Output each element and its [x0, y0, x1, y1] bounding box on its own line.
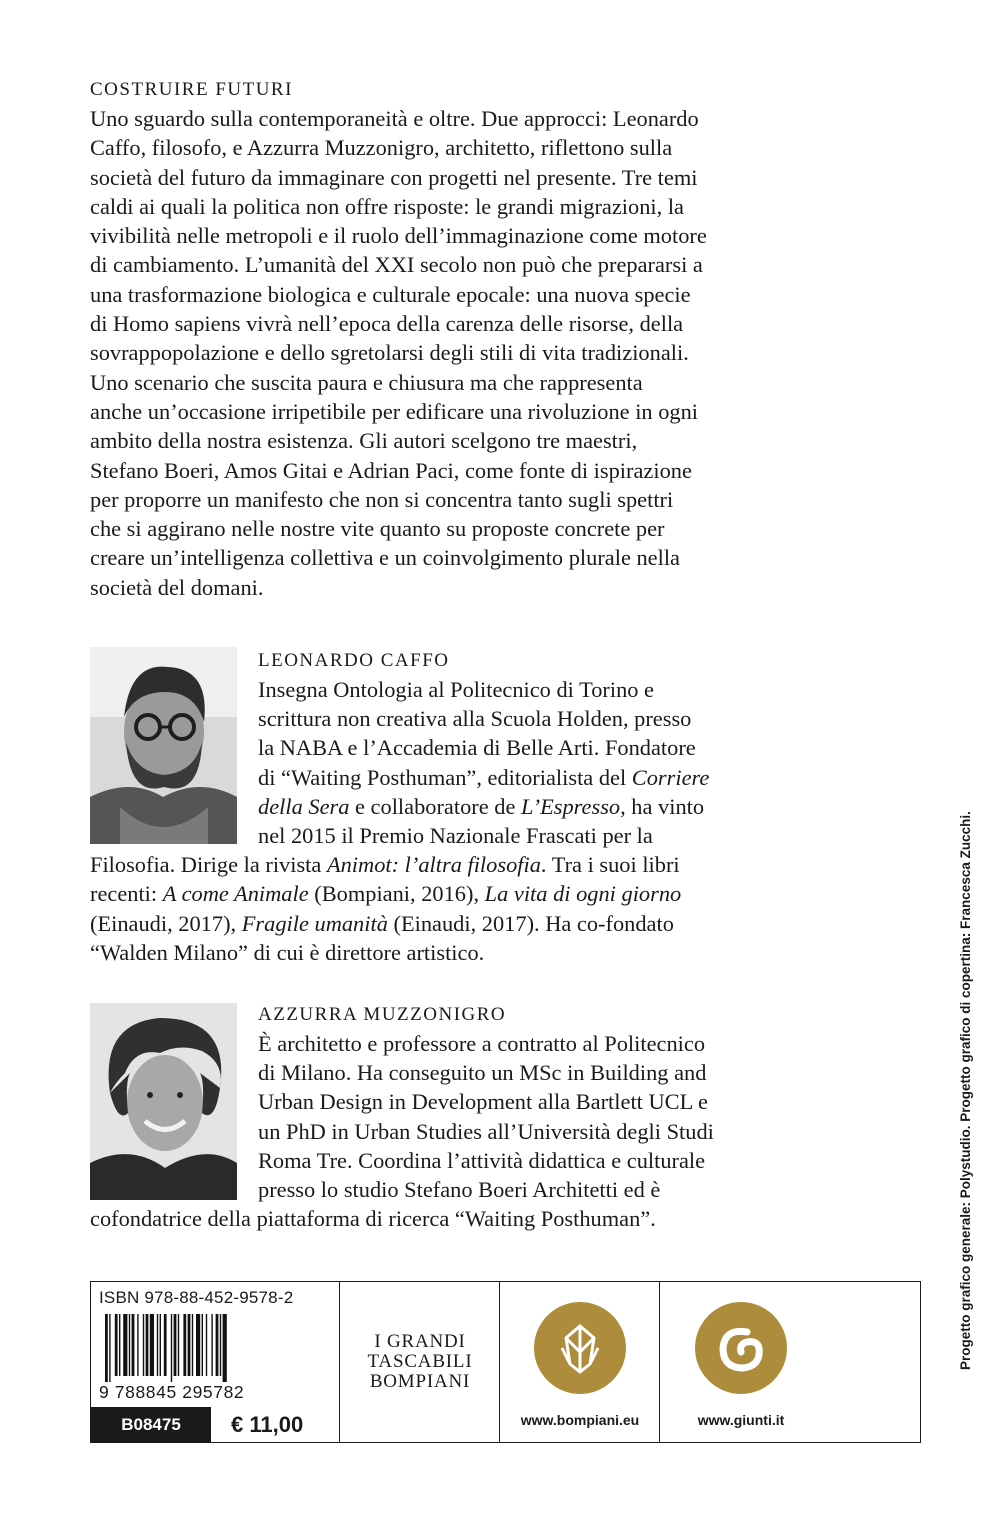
giunti-url: www.giunti.it — [697, 1412, 785, 1428]
blurb-line: anche un’occasione irripetibile per edificare una rivoluzione in ogni — [90, 398, 699, 424]
barcode-bar — [109, 1314, 110, 1382]
bio-line: di Milano. Ha conseguito un MSc in Building and — [258, 1060, 707, 1086]
bio-line: Roma Tre. Coordina l’attività didattica e culturale — [258, 1147, 706, 1173]
bio-line: la NABA e l’Accademia di Belle Arti. Fondatore — [258, 735, 696, 761]
bio-line: nel 2015 il Premio Nazionale Frascati per la — [258, 823, 653, 849]
isbn-block — [91, 1282, 339, 1442]
series-block — [339, 1282, 500, 1442]
barcode-bar — [160, 1314, 161, 1376]
blurb-line: di Homo sapiens vivrà nell’epoca della carenza delle risorse, della — [90, 311, 684, 337]
blurb-line: per proporre un manifesto che non si concentra tanto sugli spettri — [90, 486, 674, 512]
barcode-bar — [115, 1314, 118, 1376]
barcode-bar — [157, 1314, 158, 1376]
giunti-logo-icon — [695, 1302, 787, 1394]
barcode-bar — [220, 1314, 221, 1376]
blurb-line: che si aggirano nelle nostre vite quanto su proposte concrete per — [90, 516, 665, 542]
author-name: LEONARDO CAFFO — [258, 650, 450, 671]
blurb-line: creare un’intelligenza collettiva e un coinvolgimento plurale nella — [90, 545, 680, 571]
blurb-text — [90, 104, 925, 602]
barcode-bar — [146, 1314, 149, 1376]
barcode-bar — [206, 1314, 207, 1376]
blurb-line: società del futuro da immaginare con progetti nel presente. Tre temi — [90, 164, 698, 190]
bio-line: Insegna Ontologia al Politecnico di Torino e — [258, 677, 654, 702]
barcode-bar — [143, 1314, 144, 1376]
barcode-bar — [202, 1314, 203, 1376]
bompiani-url: www.bompiani.eu — [520, 1412, 640, 1428]
blurb-line: vivibilità nelle metropoli e il ruolo dell’immaginazione come motore — [90, 223, 707, 249]
back-cover-footer — [90, 1281, 921, 1443]
blurb-line: caldi ai quali la politica non offre risposte: le grandi migrazioni, la — [90, 193, 684, 219]
bio-line: recenti: A come Animale (Bompiani, 2016), La vita di ogni giorno — [90, 881, 682, 907]
barcode-bar — [188, 1314, 191, 1376]
price: € 11,00 — [231, 1412, 304, 1437]
barcode-bar — [196, 1314, 200, 1376]
bio-line: di “Waiting Posthuman”, editorialista del Corriere — [258, 764, 710, 790]
bompiani-logo-icon — [534, 1302, 626, 1394]
author-name: AZZURRA MUZZONIGRO — [258, 1004, 507, 1025]
blurb-line: sovrappopolazione e dello sgretolarsi degli stili di vita tradizionali. — [90, 340, 689, 366]
barcode — [99, 1314, 331, 1382]
barcode-bar — [123, 1314, 127, 1376]
barcode-bar — [150, 1314, 154, 1376]
bio-line: È architetto e professore a contratto al Politecnico — [258, 1031, 706, 1056]
author-bio — [90, 675, 709, 967]
blurb-heading: COSTRUIRE FUTURI — [90, 79, 293, 100]
barcode-bar — [119, 1314, 120, 1376]
blurb-line: ambito della nostra esistenza. Gli autori scelgono tre maestri, — [90, 428, 638, 454]
barcode-bar — [137, 1314, 138, 1376]
barcode-bar — [129, 1314, 130, 1376]
series-line: I GRANDI — [374, 1331, 466, 1352]
blurb-line: una trasformazione biologica e culturale epocale: una nuova specie — [90, 281, 691, 307]
barcode-bar — [216, 1314, 219, 1376]
barcode-bar — [192, 1314, 193, 1376]
bio-line: cofondatrice della piattaforma di ricerca “Waiting Posthuman”. — [90, 1206, 656, 1232]
book-blurb — [90, 76, 925, 602]
barcode-bar — [132, 1314, 135, 1376]
blurb-line: di cambiamento. L’umanità del XXI secolo non può che prepararsi a — [90, 252, 703, 278]
author-leonardo-caffo — [90, 647, 920, 967]
barcode-bar — [178, 1314, 179, 1376]
blurb-line: Uno scenario che suscita paura e chiusura ma che rappresenta — [90, 369, 643, 395]
publisher-bompiani — [499, 1282, 660, 1442]
blurb-line: Uno sguardo sulla contemporaneità e oltre. Due approcci: Leonardo — [90, 106, 699, 131]
bio-line: presso lo studio Stefano Boeri Architetti ed è — [258, 1177, 661, 1203]
bio-line: Urban Design in Development alla Bartlett UCL e — [258, 1089, 708, 1115]
series-line: BOMPIANI — [369, 1371, 471, 1392]
product-code: B08475 — [91, 1407, 211, 1442]
bio-line: “Walden Milano” di cui è direttore artistico. — [90, 939, 485, 965]
bio-line: Filosofia. Dirige la rivista Animot: l’altra filosofia. Tra i suoi libri — [90, 852, 680, 878]
bio-line: un PhD in Urban Studies all’Università degli Studi — [258, 1118, 714, 1144]
barcode-bar — [171, 1314, 172, 1382]
barcode-bar — [174, 1314, 177, 1376]
blurb-line: società del domani. — [90, 574, 264, 600]
bio-line: della Sera e collaboratore de L’Espresso, ha vinto — [258, 793, 705, 819]
barcode-bar — [211, 1314, 212, 1376]
bio-line: scrittura non creativa alla Scuola Holden, presso — [258, 706, 692, 732]
publisher-giunti — [659, 1282, 920, 1442]
author-azzurra-muzzonigro — [90, 1001, 920, 1251]
bio-line: (Einaudi, 2017), Fragile umanità (Einaudi, 2017). Ha co-fondato — [90, 910, 674, 936]
blurb-line: Stefano Boeri, Amos Gitai e Adrian Paci, come fonte di ispirazione — [90, 457, 692, 483]
series-line: TASCABILI — [367, 1351, 473, 1372]
barcode-bar — [183, 1314, 186, 1376]
barcode-number: 9 788845 295782 — [99, 1382, 245, 1402]
blurb-line: Caffo, filosofo, e Azzurra Muzzonigro, architetto, riflettono sulla — [90, 135, 673, 161]
author-bio — [90, 1029, 714, 1233]
barcode-bar — [164, 1314, 167, 1376]
isbn-text: ISBN 978-88-452-9578-2 — [99, 1288, 294, 1307]
barcode-bar — [223, 1314, 227, 1382]
barcode-bar — [105, 1314, 108, 1382]
series-name — [340, 1332, 500, 1392]
